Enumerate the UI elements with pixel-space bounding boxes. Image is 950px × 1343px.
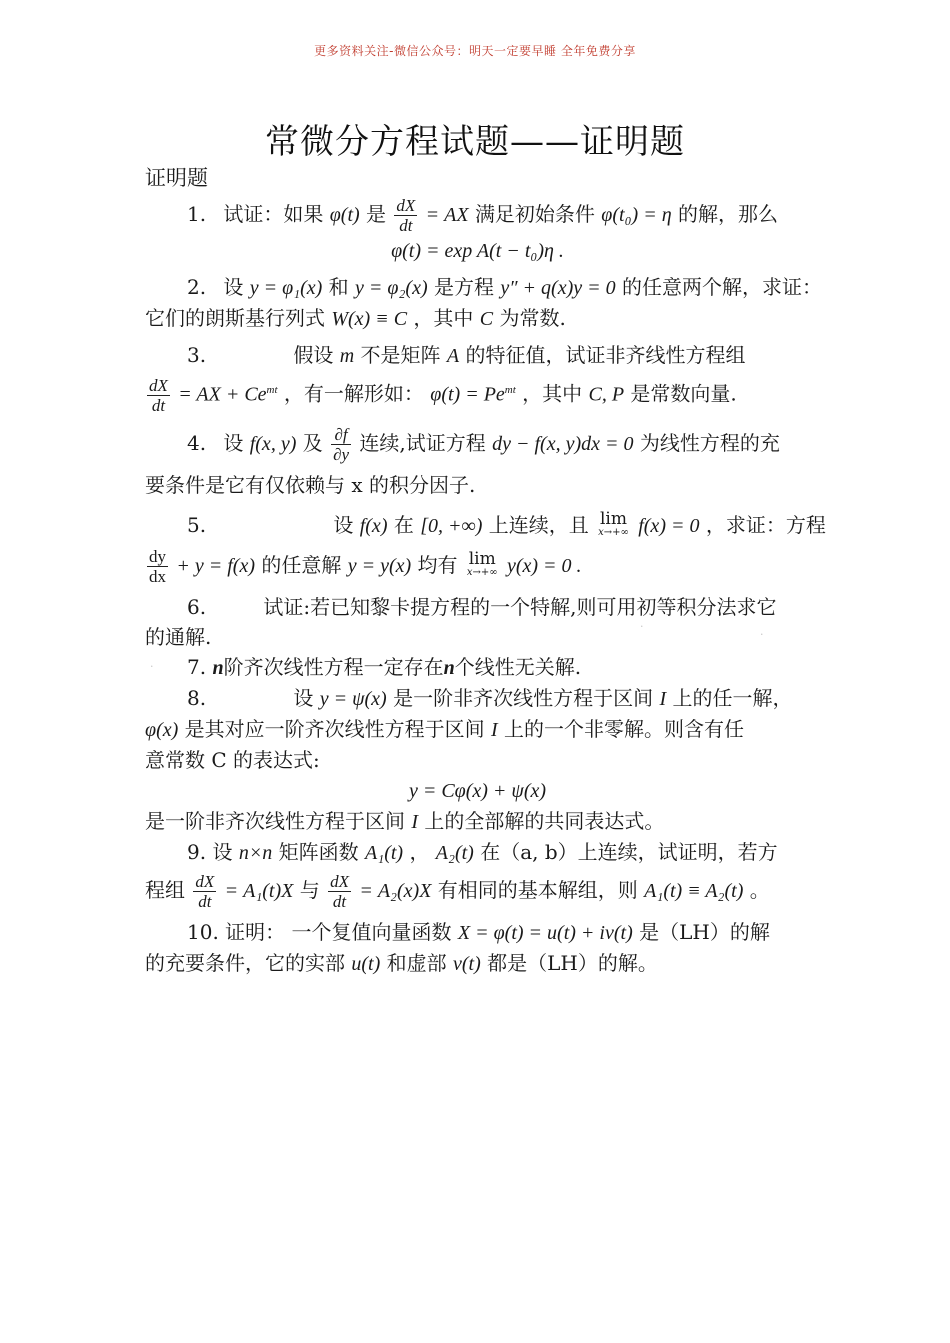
fraction-denominator: ∂y xyxy=(333,444,350,464)
problem-text: 的解，那么 xyxy=(677,202,778,226)
problem-number: 1. xyxy=(187,202,207,226)
problem-text: 要条件是它有仅依赖与 x 的积分因子. xyxy=(145,472,476,497)
problem-text: ，求证：方程 xyxy=(705,512,826,537)
fraction-denominator: dt xyxy=(399,216,413,235)
problem-number: 10. xyxy=(187,919,219,944)
problem-9 xyxy=(145,837,810,868)
fraction xyxy=(147,376,170,415)
problem-6 xyxy=(145,592,810,622)
problem-text: ，其中 xyxy=(413,306,474,330)
display-equation xyxy=(145,235,810,266)
problem-text: 的任意解 xyxy=(261,552,342,577)
math-expr: C, P xyxy=(588,383,625,406)
math-expr: I xyxy=(411,810,419,833)
fraction xyxy=(331,425,351,464)
header-note: 更多资料关注-微信公众号：明天一定要早睡 全年免费分享 xyxy=(314,44,636,58)
fraction-numerator: dy xyxy=(149,546,166,566)
problem-2 xyxy=(145,272,822,303)
problem-text: 满足初始条件 xyxy=(474,202,595,226)
math-expr: u(t) xyxy=(351,952,381,975)
fraction xyxy=(193,872,216,911)
math-expr: f(x) xyxy=(359,514,388,537)
problem-text: 上的任一解， xyxy=(672,685,793,710)
math-expr: I xyxy=(490,718,498,741)
math-expr: = AX xyxy=(425,204,469,226)
math-expr: W(x) ≡ C xyxy=(331,308,408,330)
problem-10 xyxy=(145,917,810,948)
math-expr: y = Cφ(x) + ψ(x) xyxy=(408,779,547,802)
problem-number: 8. xyxy=(187,685,207,710)
problem-text: 是常数向量. xyxy=(630,381,737,406)
page-title: 常微分方程试题——证明题 xyxy=(265,122,685,162)
problem-3 xyxy=(145,340,810,371)
problem-text: ， xyxy=(409,839,430,864)
limit-label: lim xyxy=(599,509,627,530)
limit-operator xyxy=(598,509,629,540)
math-expr: X = φ(t) = u(t) + iv(t) xyxy=(457,921,633,944)
problem-9-cont xyxy=(145,872,810,911)
problem-text: 是一阶非齐次线性方程于区间 xyxy=(145,808,405,833)
problem-text: 上连续，且 xyxy=(488,512,589,537)
math-expr: f(x, y) xyxy=(249,432,297,455)
math-expr: = A₁(t)X xyxy=(224,879,294,902)
math-expr: n xyxy=(443,656,455,679)
math-expr: y = φ₂(x) xyxy=(355,277,428,299)
problem-text: 矩阵函数 xyxy=(278,839,359,864)
problem-list xyxy=(145,196,826,979)
problem-text: 设 xyxy=(333,512,354,537)
problem-text: 的任意两个解，求证： xyxy=(621,275,822,299)
scan-speck: · xyxy=(640,620,644,633)
math-expr: f(x) = 0 xyxy=(638,514,700,537)
problem-text: 设 xyxy=(223,430,244,455)
problem-text: ，其中 xyxy=(522,381,583,406)
math-expr: φ(x) xyxy=(145,718,179,741)
problem-number: 7. xyxy=(187,654,207,679)
problem-text: 是方程 xyxy=(433,275,494,299)
math-expr: A₁(t) ≡ A₂(t) xyxy=(644,879,744,902)
problem-text: 的特征值，试证非齐线性方程组 xyxy=(465,343,746,367)
problem-text: 是一阶非齐次线性方程于区间 xyxy=(393,685,654,710)
fraction-numerator: dX xyxy=(149,375,168,395)
problem-text: 有相同的基本解组，则 xyxy=(437,877,638,902)
problem-8-cont xyxy=(145,806,810,837)
problem-text: 设 xyxy=(293,685,314,710)
problem-text: 意常数 C 的表达式: xyxy=(145,747,320,772)
problem-text: 程组 xyxy=(145,877,185,902)
fraction-denominator: dt xyxy=(332,891,347,911)
problem-text: 是 xyxy=(366,202,387,226)
problem-6-cont xyxy=(145,622,810,652)
problem-8 xyxy=(145,683,810,714)
problem-text: 上的一个非零解。则含有任 xyxy=(504,716,745,741)
problem-text: ，有一解形如： xyxy=(283,381,424,406)
math-expr: φ(t) xyxy=(329,204,360,226)
fraction-denominator: dt xyxy=(151,395,166,415)
fraction xyxy=(394,196,417,235)
problem-text: 为线性方程的充 xyxy=(639,430,780,455)
problem-text: 设 xyxy=(212,839,233,864)
problem-number: 4. xyxy=(187,430,207,455)
problem-text: 设 xyxy=(223,275,244,299)
problem-text: 它们的朗斯基行列式 xyxy=(145,306,325,330)
section-label: 证明题 xyxy=(145,166,208,190)
math-expr: y = φ₁(x) xyxy=(249,277,323,299)
fraction-denominator: dt xyxy=(198,891,212,911)
problem-text: 在（a, b）上连续，试证明，若方 xyxy=(480,839,778,864)
scan-speck: · xyxy=(150,660,154,673)
fraction-numerator: dX xyxy=(330,871,349,891)
math-expr: n×n xyxy=(238,841,273,864)
math-expr: I xyxy=(659,687,667,710)
problem-text: 都是（LH）的解。 xyxy=(487,950,658,975)
limit-label: lim xyxy=(468,549,496,570)
problem-text: 上的全部解的共同表达式。 xyxy=(424,808,665,833)
problem-2-cont xyxy=(145,303,810,334)
problem-text: 。 xyxy=(749,877,770,902)
problem-7 xyxy=(145,652,810,683)
math-expr: [0, +∞) xyxy=(420,514,483,537)
problem-text: 阶齐次线性方程一定存在 xyxy=(223,654,444,679)
problem-number: 3. xyxy=(187,343,207,367)
fraction xyxy=(147,547,168,586)
problem-number: 2. xyxy=(187,275,207,299)
math-expr: φ(t₀) = η xyxy=(601,204,672,226)
problem-5 xyxy=(145,509,826,541)
math-expr: C xyxy=(479,308,494,330)
problem-10-cont xyxy=(145,948,810,979)
fraction-numerator: dX xyxy=(195,871,215,891)
math-expr: m xyxy=(339,345,355,367)
scan-speck: · xyxy=(760,628,764,641)
math-expr: φ(t) = Pe xyxy=(430,383,505,406)
problem-text: 为常数. xyxy=(499,306,566,330)
math-expr: = AX + Ce xyxy=(178,383,267,406)
problem-1 xyxy=(145,196,810,235)
math-expr: + y = f(x) xyxy=(176,554,255,577)
problem-5-cont xyxy=(145,547,810,586)
math-expr: n xyxy=(212,656,224,679)
problem-text: 个线性无关解. xyxy=(454,654,582,679)
math-expr: y = ψ(x) xyxy=(319,687,387,710)
problem-text: 和虚部 xyxy=(386,950,447,975)
problem-text: 不是矩阵 xyxy=(360,343,441,367)
problem-text: 的充要条件，它的实部 xyxy=(145,950,345,975)
problem-text: 试证：如果 xyxy=(223,202,324,226)
fraction-denominator: dx xyxy=(149,566,166,586)
problem-number: 5. xyxy=(187,512,207,537)
problem-text: 证明： 一个复值向量函数 xyxy=(225,919,452,944)
problem-text: 是（LH）的解 xyxy=(639,919,770,944)
problem-text: 与 xyxy=(299,877,320,902)
problem-4 xyxy=(145,425,810,464)
problem-text: 连续,试证方程 xyxy=(359,430,486,455)
math-expr: A xyxy=(446,345,460,367)
fraction-numerator: ∂f xyxy=(331,425,351,445)
problem-text: 在 xyxy=(393,512,414,537)
limit-subscript: x→+∞ xyxy=(466,567,498,579)
problem-8-cont xyxy=(145,745,810,775)
math-expr: y(x) = 0 . xyxy=(506,554,582,577)
math-expr: y = y(x) xyxy=(347,554,412,577)
problem-number: 9. xyxy=(187,839,207,864)
problem-text: 和 xyxy=(328,275,349,299)
fraction xyxy=(328,872,351,911)
problem-text: 假设 xyxy=(293,343,334,367)
problem-number: 6. xyxy=(187,594,207,619)
problem-8-cont xyxy=(145,714,810,745)
math-expr: A₂(t) xyxy=(435,841,474,864)
math-expr: v(t) xyxy=(452,952,481,975)
math-expr: = A₂(x)X xyxy=(359,879,432,902)
math-superscript: mt xyxy=(504,384,516,396)
limit-subscript: x→+∞ xyxy=(598,527,629,539)
problem-3-cont xyxy=(145,375,810,415)
fraction-numerator: dX xyxy=(396,196,416,215)
math-expr: φ(t) = exp A(t − t₀)η . xyxy=(391,240,564,262)
problem-text: 试证:若已知黎卡提方程的一个特解,则可用初等积分法求它 xyxy=(263,594,777,619)
problem-text: 均有 xyxy=(417,552,458,577)
math-expr: y″ + q(x)y = 0 xyxy=(500,277,616,299)
problem-text: 是其对应一阶齐次线性方程于区间 xyxy=(184,716,485,741)
math-superscript: mt xyxy=(266,384,278,396)
limit-operator xyxy=(466,549,498,580)
display-equation xyxy=(145,775,810,806)
problem-4-cont xyxy=(145,470,810,500)
math-expr: A₁(t) xyxy=(365,841,404,864)
math-expr: dy − f(x, y)dx = 0 xyxy=(492,432,634,455)
problem-text: 及 xyxy=(302,430,323,455)
problem-text: 的通解. xyxy=(145,624,212,649)
